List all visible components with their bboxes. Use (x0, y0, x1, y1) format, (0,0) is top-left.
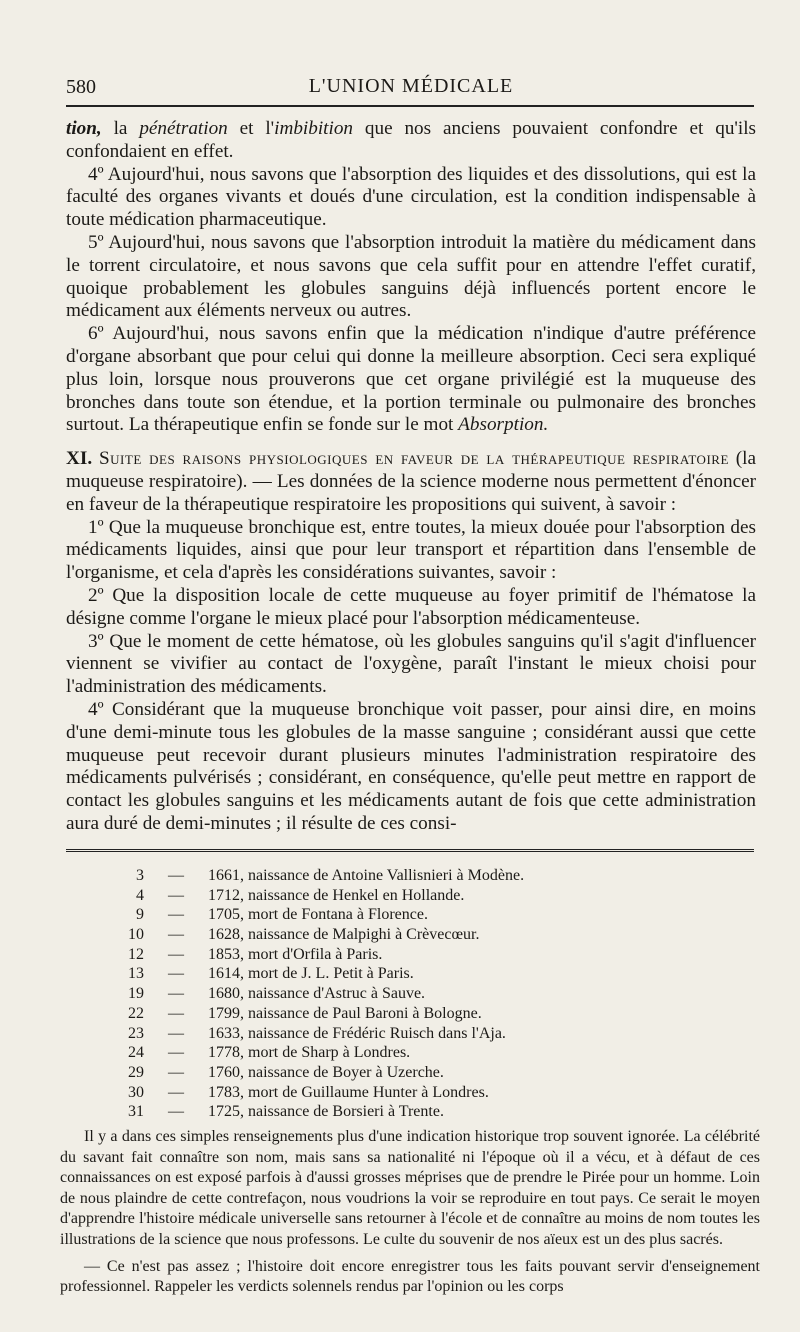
date-row (60, 964, 760, 984)
date-list (60, 866, 760, 1122)
date-row (60, 886, 760, 906)
day-number: 31 (128, 1103, 144, 1121)
italic-term-absorption: Absorption. (458, 414, 549, 436)
dash-separator: — (168, 985, 184, 1003)
section-number: XI. (66, 448, 93, 470)
main-text (66, 118, 756, 836)
dash-separator: — (168, 1063, 184, 1081)
dash-separator: — (168, 1024, 184, 1042)
feuilleton-paragraph-2: — Ce n'est pas assez ; l'histoire doit encore enregistrer tous les faits pouvant servir d'enseignement professionnel. Rappeler les verdicts solennels rendus par l'opinion ou les corps (60, 1257, 760, 1296)
day-number: 10 (128, 926, 144, 944)
running-header (66, 72, 756, 102)
dash-separator: — (168, 906, 184, 924)
day-number: 30 (128, 1083, 144, 1101)
section-xi (66, 448, 756, 516)
date-row (60, 945, 760, 965)
day-number: 29 (128, 1063, 144, 1081)
event-text: 1680, naissance d'Astruc à Sauve. (208, 985, 426, 1003)
proposition-3: 3º Que le moment de cette hématose, où les globules sanguins qu'il s'agit d'influencer viennent se vivifier au contact de l'oxygène, paraît l'instant le mieux choisi pour l'administration des médicaments. (66, 630, 756, 698)
event-text: 1633, naissance de Frédéric Ruisch dans l'Aja. (208, 1024, 506, 1042)
proposition-2: 2º Que la disposition locale de cette muqueuse au foyer primitif de l'hématose la désigne comme l'organe le mieux placé pour l'absorption médicamenteuse. (66, 584, 756, 629)
date-row (60, 1043, 760, 1063)
date-row (60, 866, 760, 886)
day-number: 24 (128, 1044, 144, 1062)
proposition-4: 4º Considérant que la muqueuse bronchique voit passer, pour ainsi dire, en moins d'une demi-minute tous les globules de la masse sanguine ; considérant aussi que cette muqueuse peut recevoir durant plusieurs minutes l'administration respiratoire des médicaments pulvérisés ; considérant, en conséquence, qu'elle peut mettre en rapport de contact les globules sanguins et les médicaments autant de fois que cette administration aura duré de demi-minutes ; il résulte de ces consi- (66, 698, 756, 834)
header-rule (66, 105, 754, 107)
date-row (60, 984, 760, 1004)
page-number: 580 (66, 76, 96, 98)
dash-separator: — (168, 886, 184, 904)
section-intro: (la muqueuse respiratoire). — Les données de la science moderne nous permettent d'énoncer en faveur de la thérapeutique respiratoire les propositions qui suivent, à savoir : (66, 448, 756, 515)
event-text: 1778, mort de Sharp à Londres. (208, 1044, 411, 1062)
day-number: 3 (136, 867, 144, 884)
day-number: 12 (128, 945, 144, 963)
event-text: 1783, mort de Guillaume Hunter à Londres. (208, 1083, 489, 1101)
date-row (60, 1004, 760, 1024)
dash-separator: — (168, 1083, 184, 1101)
dash-separator: — (168, 965, 184, 983)
event-text: 1760, naissance de Boyer à Uzerche. (208, 1063, 444, 1081)
text-run: la (101, 118, 140, 139)
footnote-rule (66, 849, 754, 855)
date-row (60, 925, 760, 945)
event-text: 1705, mort de Fontana à Florence. (208, 906, 428, 924)
event-text: 1614, mort de J. L. Petit à Paris. (208, 965, 414, 983)
feuilleton (60, 866, 760, 1298)
event-text: 1853, mort d'Orfila à Paris. (208, 945, 383, 963)
date-row (60, 1024, 760, 1044)
text-run: que nos anciens pouvaient confondre et qu'ils confondaient en effet. (66, 118, 756, 162)
text-run: 6º Aujourd'hui, nous savons enfin que la médication n'indique d'autre préférence d'organe absorbant que pour celui qui donne la meilleure absorption. Ceci sera expliqué plus loin, lorsque nous prouverons que cet organe privilégié est la muqueuse des bronches dans toute son étendue, et la portion terminale ou pulmonaire des bronches surtout. La thérapeutique enfin se fonde sur le mot (66, 323, 756, 436)
day-number: 22 (128, 1004, 144, 1022)
day-number: 23 (128, 1024, 144, 1042)
day-number: 4 (136, 886, 144, 904)
dash-separator: — (168, 867, 184, 884)
day-number: 19 (128, 985, 144, 1003)
paragraph-4: 4º Aujourd'hui, nous savons que l'absorption des liquides et des dissolutions, qui est la faculté des organes vivants et doués d'une circulation, est la condition indispensable à toute médication pharmaceutique. (66, 163, 756, 231)
italic-term-imbibition: imbibition (274, 118, 354, 139)
dash-separator: — (168, 1044, 184, 1062)
paragraph-5: 5º Aujourd'hui, nous savons que l'absorption introduit la matière du médicament dans le torrent circulatoire, et nous savons que cela suffit pour en attendre l'effet curatif, quoique probablement les globules sanguins déjà influencés portent encore le médicament aux éléments nerveux ou autres. (66, 231, 756, 322)
event-text: 1712, naissance de Henkel en Hollande. (208, 886, 465, 904)
day-number: 13 (128, 965, 144, 983)
event-text: 1725, naissance de Borsieri à Trente. (208, 1103, 444, 1121)
event-text: 1661, naissance de Antoine Vallisnieri à Modène. (208, 867, 525, 884)
paragraph-6 (66, 323, 756, 437)
feuilleton-paragraph-1: Il y a dans ces simples renseignements plus d'une indication historique trop souvent ignorée. La célébrité du savant fait connaître son nom, mais sans sa nationalité ni l'époque où il a vécu, et à défaut de ces connaissances on est exposé parfois à d'aussi grosses méprises que de prendre le Pirée pour un homme. Loin de nous plaindre de cette contrefaçon, nous voudrions la voir se reproduire en tout pays. Ce serait le moyen d'apprendre l'histoire médicale universelle sans retourner à l'école et de connaître au moins de nom toutes les illustrations de la science que nous professons. Le culte du souvenir de nos aïeux est un des plus sacrés. (60, 1127, 760, 1248)
dash-separator: — (168, 945, 184, 963)
dash-separator: — (168, 1004, 184, 1022)
event-text: 1799, naissance de Paul Baroni à Bologne. (208, 1004, 482, 1022)
date-row (60, 1083, 760, 1103)
italic-term-penetration: pénétration (139, 118, 228, 139)
date-row (60, 1063, 760, 1083)
proposition-1: 1º Que la muqueuse bronchique est, entre toutes, la mieux douée pour l'absorption des médicaments liquides, ainsi que pour leur transport et répartition dans l'ensemble de l'organisme, et cela d'après les considérations suivantes, savoir : (66, 516, 756, 584)
event-text: 1628, naissance de Malpighi à Crèvecœur. (208, 926, 480, 944)
paragraph-continuation (66, 118, 756, 164)
section-heading: Suite des raisons physiologiques en faveur de la thérapeutique respiratoire (98, 448, 729, 470)
dash-separator: — (168, 926, 184, 944)
date-row (60, 1102, 760, 1122)
text-run: et l' (227, 118, 275, 139)
italic-term-tion: tion, (66, 118, 102, 139)
dash-separator: — (168, 1103, 184, 1121)
day-number: 9 (136, 906, 144, 924)
journal-title: L'UNION MÉDICALE (308, 75, 514, 97)
date-row (60, 905, 760, 925)
